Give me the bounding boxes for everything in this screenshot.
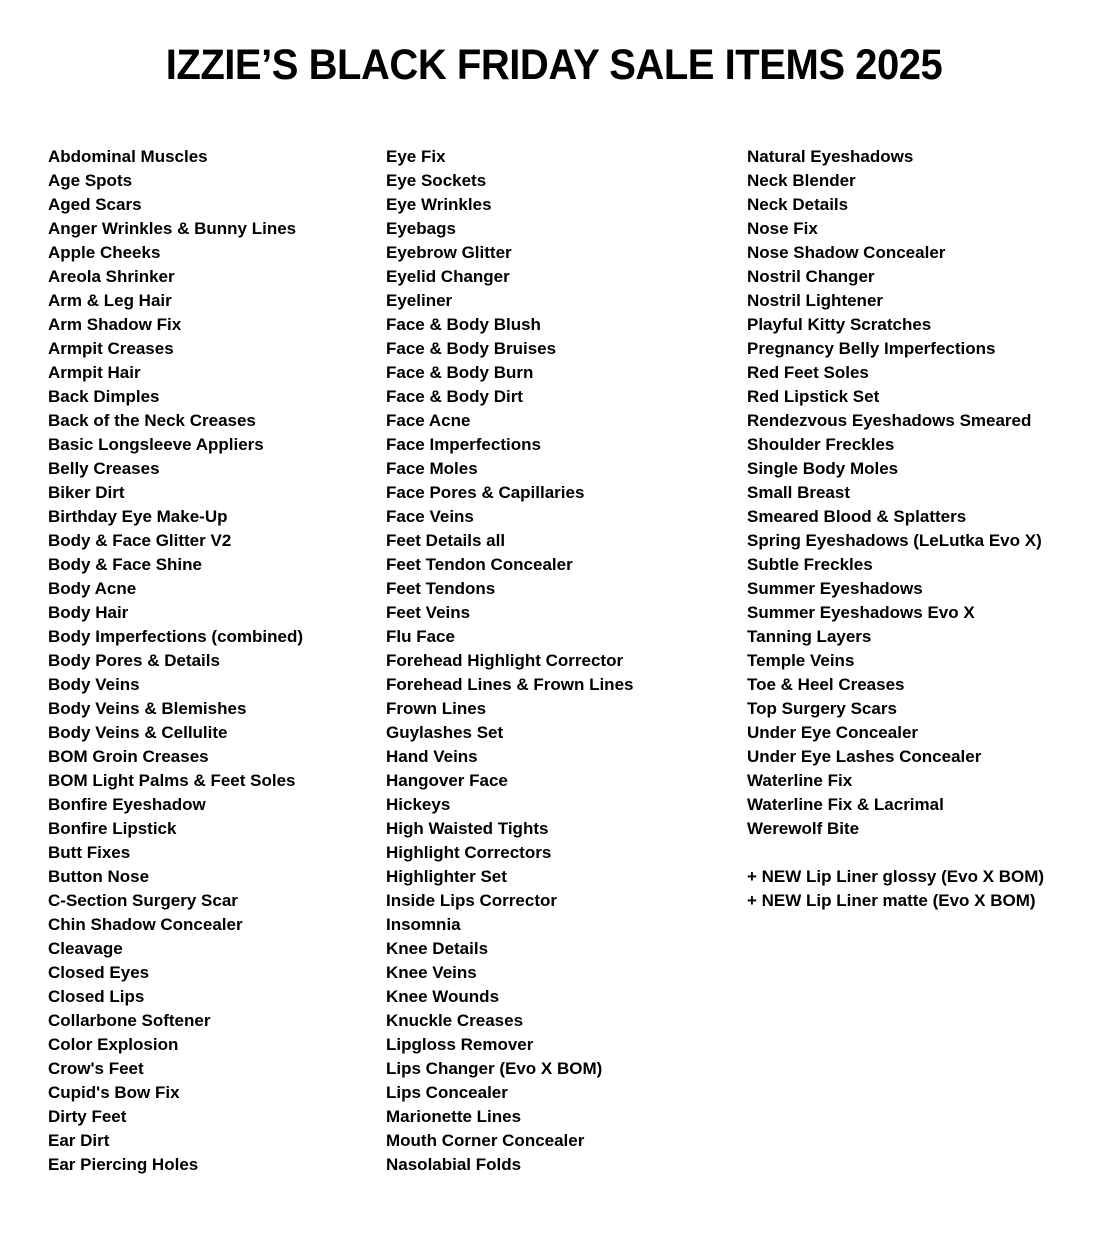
list-item: Face Pores & Capillaries (386, 483, 585, 502)
list-item: BOM Groin Creases (48, 747, 209, 766)
list-item: Playful Kitty Scratches (747, 315, 932, 334)
list-item: Under Eye Concealer (747, 723, 919, 742)
list-item: Closed Lips (48, 987, 145, 1006)
list-item: Lips Concealer (386, 1083, 508, 1102)
list-item: Body Imperfections (combined) (48, 627, 304, 646)
list-item: Neck Blender (747, 171, 856, 190)
item-column-3-main (747, 145, 1087, 841)
list-item: Marionette Lines (386, 1107, 522, 1126)
list-item: Summer Eyeshadows (747, 579, 923, 598)
list-item: Smeared Blood & Splatters (747, 507, 967, 526)
list-item: Hickeys (386, 795, 451, 814)
list-item: Knee Veins (386, 963, 477, 982)
list-item: Nose Shadow Concealer (747, 243, 946, 262)
list-item: Eye Fix (386, 147, 446, 166)
list-item: Inside Lips Corrector (386, 891, 557, 910)
list-item: Butt Fixes (48, 843, 131, 862)
list-item: Face Imperfections (386, 435, 541, 454)
list-item: Spring Eyeshadows (LeLutka Evo X) (747, 531, 1042, 550)
list-item: Button Nose (48, 867, 150, 886)
list-item: Single Body Moles (747, 459, 899, 478)
list-item: High Waisted Tights (386, 819, 549, 838)
list-item: Temple Veins (747, 651, 855, 670)
item-column-1 (48, 145, 386, 1177)
list-item: Armpit Hair (48, 363, 141, 382)
list-item: Birthday Eye Make-Up (48, 507, 228, 526)
list-item: Werewolf Bite (747, 819, 860, 838)
list-item: Top Surgery Scars (747, 699, 897, 718)
list-item: Belly Creases (48, 459, 160, 478)
list-item: Eyeliner (386, 291, 453, 310)
list-item: Basic Longsleeve Appliers (48, 435, 264, 454)
list-item: Red Lipstick Set (747, 387, 880, 406)
list-item: Anger Wrinkles & Bunny Lines (48, 219, 297, 238)
list-item: Body Pores & Details (48, 651, 220, 670)
list-item: Ear Dirt (48, 1131, 110, 1150)
list-item: Bonfire Lipstick (48, 819, 177, 838)
list-item: Under Eye Lashes Concealer (747, 747, 982, 766)
list-item: Face & Body Burn (386, 363, 534, 382)
list-item: Cleavage (48, 939, 123, 958)
list-item: Shoulder Freckles (747, 435, 895, 454)
column-3-spacer (747, 841, 1087, 865)
list-item: Nostril Lightener (747, 291, 884, 310)
list-item: Neck Details (747, 195, 849, 214)
list-item: Pregnancy Belly Imperfections (747, 339, 996, 358)
list-item: Flu Face (386, 627, 455, 646)
list-item: Body Hair (48, 603, 129, 622)
list-item: Highlighter Set (386, 867, 507, 886)
list-item: Face & Body Bruises (386, 339, 557, 358)
list-item: + NEW Lip Liner matte (Evo X BOM) (747, 891, 1036, 910)
list-item: Feet Tendon Concealer (386, 555, 573, 574)
list-item: Apple Cheeks (48, 243, 161, 262)
list-item: Body Veins & Blemishes (48, 699, 247, 718)
list-item: Subtle Freckles (747, 555, 873, 574)
list-item: Cupid's Bow Fix (48, 1083, 180, 1102)
list-item: Ear Piercing Holes (48, 1155, 199, 1174)
list-item: Lips Changer (Evo X BOM) (386, 1059, 603, 1078)
list-item: Natural Eyeshadows (747, 147, 914, 166)
list-item: Face & Body Blush (386, 315, 541, 334)
list-item: Eyebags (386, 219, 456, 238)
list-item: Bonfire Eyeshadow (48, 795, 206, 814)
sale-list-page (0, 40, 1108, 1233)
list-item: Red Feet Soles (747, 363, 869, 382)
list-item: Eyebrow Glitter (386, 243, 512, 262)
list-item: Summer Eyeshadows Evo X (747, 603, 975, 622)
list-item: Eye Wrinkles (386, 195, 492, 214)
list-item: Armpit Creases (48, 339, 174, 358)
list-item: Body & Face Glitter V2 (48, 531, 232, 550)
list-item: Color Explosion (48, 1035, 179, 1054)
list-item: Knuckle Creases (386, 1011, 524, 1030)
list-item: Lipgloss Remover (386, 1035, 534, 1054)
list-item: Crow's Feet (48, 1059, 144, 1078)
list-item: Feet Veins (386, 603, 471, 622)
item-columns (0, 145, 1108, 1177)
list-item: Insomnia (386, 915, 461, 934)
item-column-3 (747, 145, 1087, 913)
list-item: Highlight Correctors (386, 843, 552, 862)
list-item: Hangover Face (386, 771, 508, 790)
list-item: Body Veins & Cellulite (48, 723, 228, 742)
list-item: Knee Wounds (386, 987, 500, 1006)
item-column-3-new-items (747, 865, 1087, 913)
list-item: Chin Shadow Concealer (48, 915, 243, 934)
list-item: Forehead Highlight Corrector (386, 651, 624, 670)
list-item: Mouth Corner Concealer (386, 1131, 585, 1150)
list-item: Hand Veins (386, 747, 478, 766)
list-item: Body Veins (48, 675, 140, 694)
list-item: Knee Details (386, 939, 489, 958)
list-item: Arm Shadow Fix (48, 315, 182, 334)
list-item: Feet Details all (386, 531, 506, 550)
list-item: Face Veins (386, 507, 474, 526)
list-item: BOM Light Palms & Feet Soles (48, 771, 296, 790)
list-item: Waterline Fix & Lacrimal (747, 795, 944, 814)
list-item: Closed Eyes (48, 963, 150, 982)
list-item: Age Spots (48, 171, 133, 190)
list-item: Areola Shrinker (48, 267, 175, 286)
list-item: Tanning Layers (747, 627, 872, 646)
list-item: Body Acne (48, 579, 137, 598)
list-item: Dirty Feet (48, 1107, 127, 1126)
list-item: Back Dimples (48, 387, 160, 406)
list-item: Guylashes Set (386, 723, 504, 742)
list-item: Waterline Fix (747, 771, 853, 790)
list-item: Eye Sockets (386, 171, 487, 190)
list-item: + NEW Lip Liner glossy (Evo X BOM) (747, 867, 1045, 886)
list-item: Body & Face Shine (48, 555, 202, 574)
list-item: Small Breast (747, 483, 850, 502)
list-item: Feet Tendons (386, 579, 496, 598)
list-item: Frown Lines (386, 699, 487, 718)
list-item: Toe & Heel Creases (747, 675, 905, 694)
item-column-2 (386, 145, 747, 1177)
list-item: Forehead Lines & Frown Lines (386, 675, 634, 694)
list-item: Face Moles (386, 459, 478, 478)
list-item: Nasolabial Folds (386, 1155, 522, 1174)
list-item: Abdominal Muscles (48, 147, 208, 166)
list-item: C-Section Surgery Scar (48, 891, 238, 910)
list-item: Rendezvous Eyeshadows Smeared (747, 411, 1032, 430)
list-item: Face Acne (386, 411, 471, 430)
list-item: Back of the Neck Creases (48, 411, 256, 430)
list-item: Collarbone Softener (48, 1011, 211, 1030)
list-item: Face & Body Dirt (386, 387, 523, 406)
list-item: Arm & Leg Hair (48, 291, 172, 310)
list-item: Biker Dirt (48, 483, 125, 502)
page-title: IZZIE’S BLACK FRIDAY SALE ITEMS 2025 (165, 41, 943, 89)
list-item: Aged Scars (48, 195, 142, 214)
list-item: Nose Fix (747, 219, 818, 238)
list-item: Nostril Changer (747, 267, 875, 286)
list-item: Eyelid Changer (386, 267, 510, 286)
